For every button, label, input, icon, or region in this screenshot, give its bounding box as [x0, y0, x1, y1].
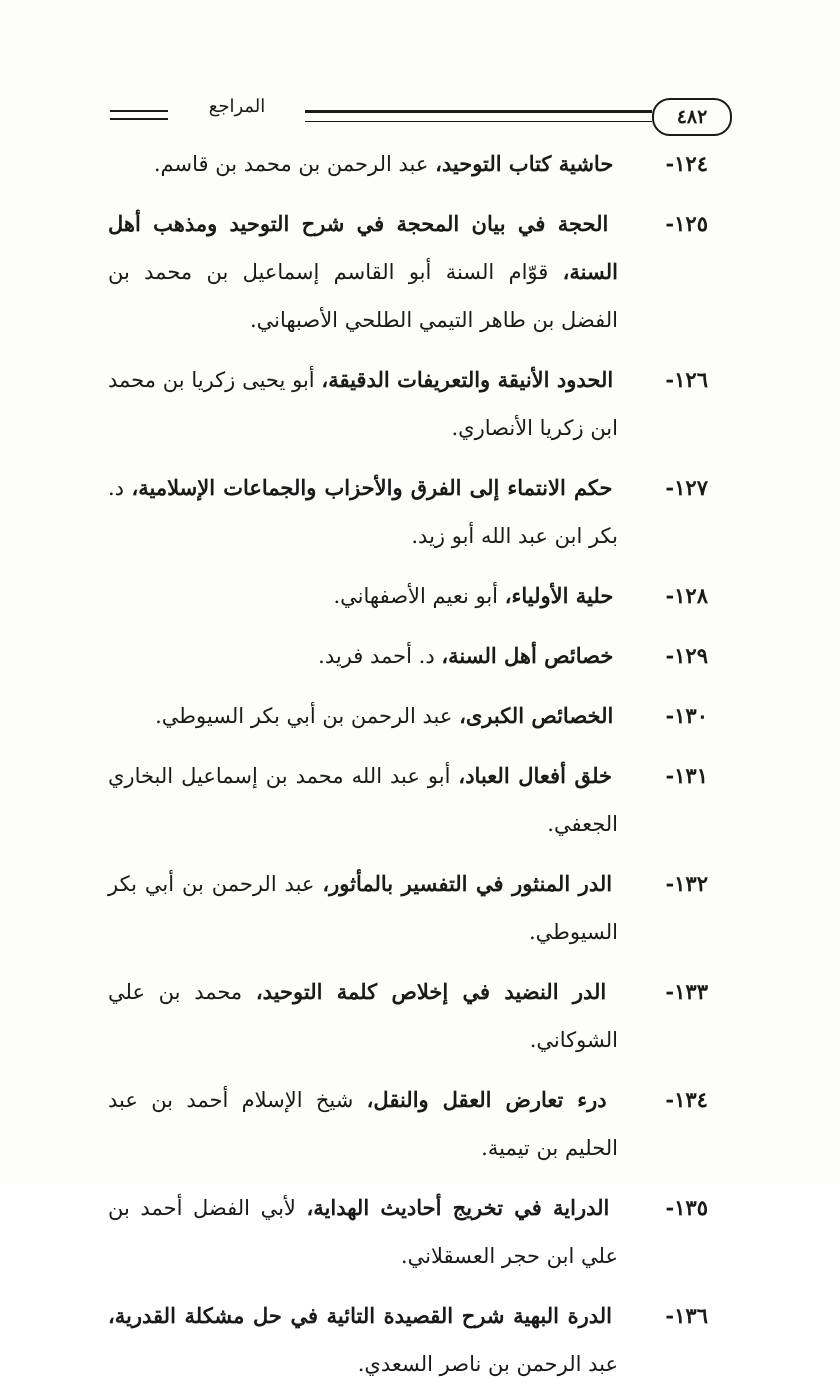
entry-number: ١٢٤- [665, 151, 708, 176]
entry-number: ١٣٤- [665, 1087, 708, 1112]
header-rule [305, 110, 652, 122]
reference-entry [108, 200, 708, 344]
entry-title: الدرة البهية شرح القصيدة التائية في حل مشكلة القدرية، [108, 1303, 612, 1328]
header-short-rule [110, 110, 168, 120]
entry-author: عبد الرحمن بن أبي بكر السيوطي. [108, 872, 618, 944]
entry-title: الحدود الأنيقة والتعريفات الدقيقة، [321, 367, 614, 392]
entry-number: ١٢٨- [665, 583, 708, 608]
entry-title: الدر المنثور في التفسير بالمأثور، [322, 871, 613, 896]
entry-number: ١٢٦- [665, 367, 708, 392]
entry-number: ١٣٣- [665, 979, 708, 1004]
reference-entry [108, 1076, 708, 1172]
entry-title: حكم الانتماء إلى الفرق والأحزاب والجماعات الإسلامية، [131, 475, 613, 500]
page-number: ٤٨٢ [652, 98, 732, 136]
entry-number: ١٣٦- [665, 1303, 708, 1328]
entry-author: أبو نعيم الأصفهاني. [333, 584, 499, 608]
entry-number: ١٢٧- [665, 475, 708, 500]
entry-author: د. بكر ابن عبد الله أبو زيد. [108, 476, 618, 548]
entry-number: ١٣٢- [665, 871, 708, 896]
entry-author: قوّام السنة أبو القاسم إسماعيل بن محمد بن الفضل بن طاهر التيمي الطلحي الأصبهاني. [108, 260, 618, 332]
entry-title: الدر النضيد في إخلاص كلمة التوحيد، [255, 979, 607, 1004]
entry-author: شيخ الإسلام أحمد بن عبد الحليم بن تيمية. [108, 1088, 618, 1160]
entry-title: الحجة في بيان المحجة في شرح التوحيد ومذهب أهل السنة، [108, 211, 618, 284]
running-title: المراجع [208, 96, 266, 117]
entry-author: د. أحمد فريد. [318, 644, 435, 668]
entry-author: محمد بن علي الشوكاني. [108, 980, 618, 1052]
entry-title: حلية الأولياء، [504, 583, 614, 608]
reference-entry [108, 356, 708, 452]
entry-title: خلق أفعال العباد، [458, 763, 612, 788]
entry-number: ١٢٩- [665, 643, 708, 668]
reference-entry [108, 860, 708, 956]
entry-number: ١٢٥- [665, 211, 708, 236]
entry-author: عبد الرحمن بن ناصر السعدي. [357, 1352, 618, 1376]
entry-title: الدراية في تخريج أحاديث الهداية، [306, 1195, 610, 1220]
reference-entry [108, 140, 708, 188]
entry-title: حاشية كتاب التوحيد، [435, 151, 614, 176]
entry-author: عبد الرحمن بن محمد بن قاسم. [153, 152, 429, 176]
entry-title: الخصائص الكبرى، [459, 703, 614, 728]
entry-author: عبد الرحمن بن أبي بكر السيوطي. [155, 704, 453, 728]
reference-entry [108, 1184, 708, 1280]
entry-number: ١٣٠- [665, 703, 708, 728]
entry-title: درء تعارض العقل والنقل، [366, 1087, 607, 1112]
reference-entry [108, 632, 708, 680]
reference-entry [108, 968, 708, 1064]
page-header [110, 96, 732, 136]
entry-number: ١٣١- [665, 763, 708, 788]
reference-entry [108, 752, 708, 848]
reference-entry [108, 692, 708, 740]
references-list [108, 140, 708, 1400]
reference-entry [108, 464, 708, 560]
entry-author: أبو عبد الله محمد بن إسماعيل البخاري الجعفي. [108, 764, 618, 836]
entry-author: لأبي الفضل أحمد بن علي ابن حجر العسقلاني. [108, 1196, 618, 1268]
entry-number: ١٣٥- [665, 1195, 708, 1220]
entry-author: أبو يحيى زكريا بن محمد ابن زكريا الأنصاري. [108, 368, 618, 440]
entry-title: خصائص أهل السنة، [441, 643, 614, 668]
reference-entry [108, 1292, 708, 1388]
reference-entry [108, 572, 708, 620]
